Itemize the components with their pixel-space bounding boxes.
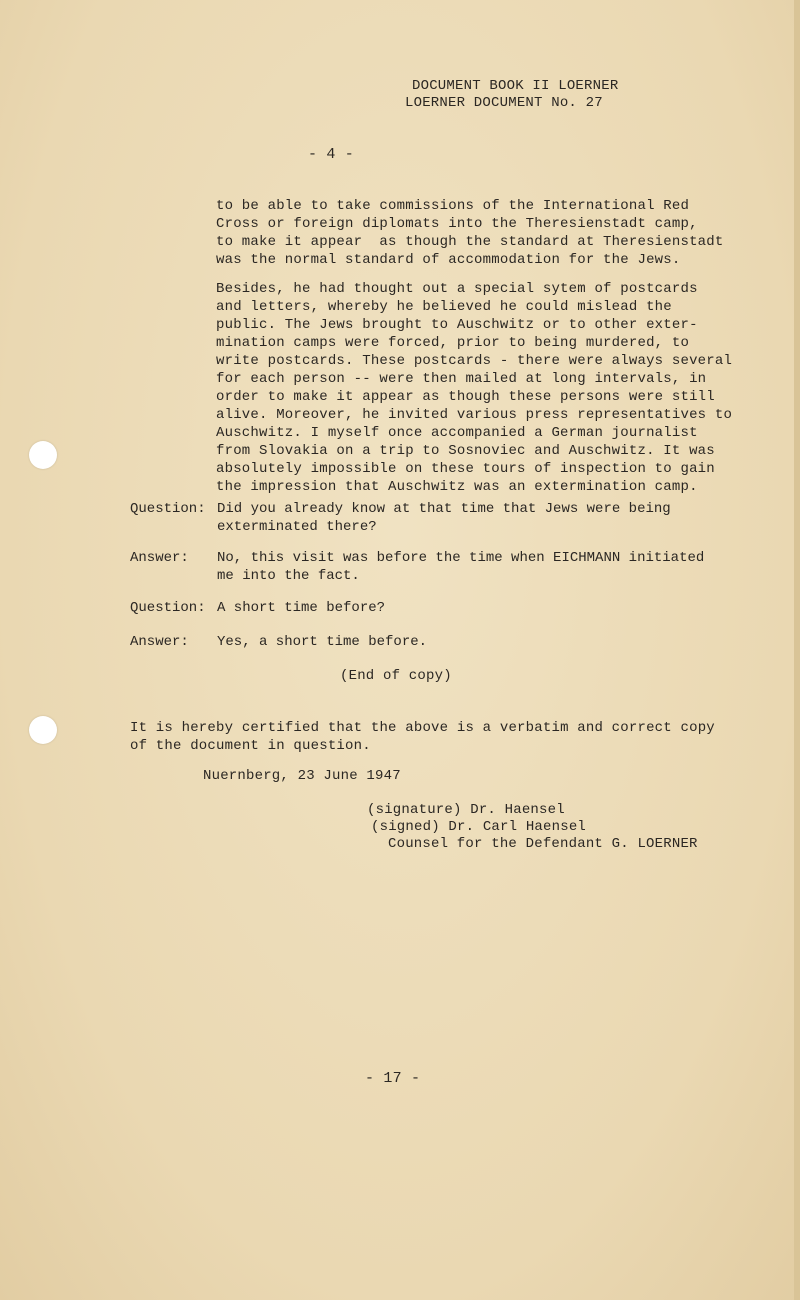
question-text (217, 500, 671, 536)
question-text: A short time before? (217, 600, 386, 616)
text-line: Besides, he had thought out a special sytem of postcards (216, 281, 698, 297)
punch-hole-top (29, 441, 57, 469)
text-line: public. The Jews brought to Auschwitz or to other exter- (216, 317, 698, 333)
answer-label: Answer: (130, 550, 189, 566)
text-line: mination camps were forced, prior to being murdered, to (216, 335, 690, 351)
counsel-line: Counsel for the Defendant G. LOERNER (388, 836, 698, 852)
question-label: Question: (130, 600, 206, 616)
text-line: order to make it appear as though these persons were still (216, 389, 715, 405)
paragraph-postcards (216, 280, 756, 496)
text-line: Auschwitz. I myself once accompanied a German journalist (216, 425, 698, 441)
text-line: exterminated there? (217, 519, 377, 535)
text-line: to make it appear as though the standard at Theresienstadt (216, 234, 724, 250)
text-line: me into the fact. (217, 568, 360, 584)
answer-text: Yes, a short time before. (217, 634, 428, 650)
text-line: Cross or foreign diplomats into the Theresienstadt camp, (216, 216, 698, 232)
signed-line: (signed) Dr. Carl Haensel (371, 819, 587, 835)
text-line: write postcards. These postcards - there were always several (216, 353, 733, 369)
page-number-bottom: - 17 - (365, 1070, 421, 1087)
text-line: the impression that Auschwitz was an extermination camp. (216, 479, 698, 495)
place-and-date: Nuernberg, 23 June 1947 (203, 768, 401, 784)
page-number-top: - 4 - (308, 146, 355, 163)
text-line: was the normal standard of accommodation for the Jews. (216, 252, 681, 268)
paragraph-theresienstadt (216, 197, 756, 269)
signature-line: (signature) Dr. Haensel (367, 802, 565, 818)
paper-edge (794, 0, 800, 1300)
certification-statement (130, 719, 715, 755)
answer-label: Answer: (130, 634, 189, 650)
text-line: absolutely impossible on these tours of inspection to gain (216, 461, 715, 477)
text-line: alive. Moreover, he invited various press representatives to (216, 407, 733, 423)
text-line: from Slovakia on a trip to Sosnoviec and Auschwitz. It was (216, 443, 715, 459)
text-line: of the document in question. (130, 738, 371, 754)
answer-text (217, 549, 704, 585)
text-line: for each person -- were then mailed at long intervals, in (216, 371, 707, 387)
end-of-copy: (End of copy) (340, 668, 452, 684)
header-document-number: LOERNER DOCUMENT No. 27 (405, 95, 603, 111)
text-line: and letters, whereby he believed he could mislead the (216, 299, 672, 315)
text-line: It is hereby certified that the above is a verbatim and correct copy (130, 720, 715, 736)
text-line: No, this visit was before the time when EICHMANN initiated (217, 550, 705, 566)
text-line: to be able to take commissions of the International Red (216, 198, 690, 214)
header-document-book: DOCUMENT BOOK II LOERNER (412, 78, 619, 94)
text-line: Did you already know at that time that Jews were being (217, 501, 671, 517)
question-label: Question: (130, 501, 206, 517)
punch-hole-bottom (29, 716, 57, 744)
